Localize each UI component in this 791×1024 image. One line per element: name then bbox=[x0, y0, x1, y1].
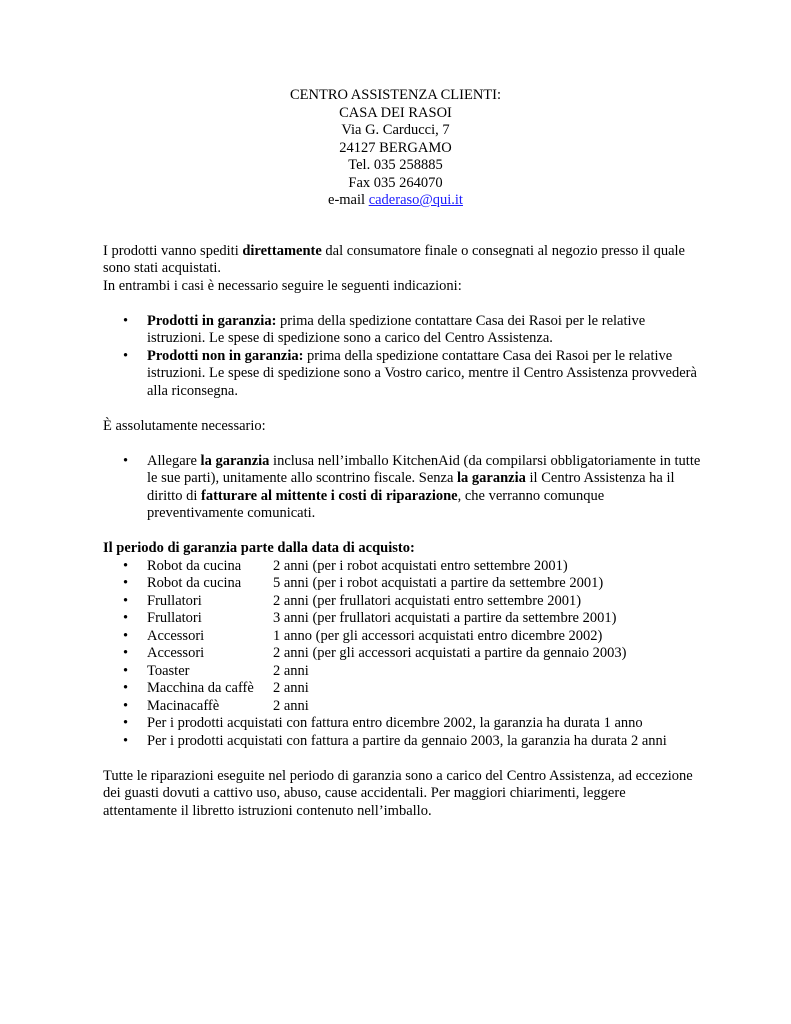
necessary-bold: la garanzia bbox=[457, 470, 526, 486]
header-street: Via G. Carducci, 7 bbox=[341, 122, 450, 138]
table-row bbox=[103, 698, 703, 716]
product-name: Macinacaffè bbox=[147, 697, 220, 714]
warranty-period: 2 anni bbox=[273, 680, 309, 696]
bullet-icon: • bbox=[123, 557, 129, 574]
necessary-bold: fatturare al mittente i costi di riparazione bbox=[200, 487, 458, 504]
table-row bbox=[103, 575, 703, 593]
bullet-icon: • bbox=[123, 715, 129, 731]
bullet-icon: • bbox=[123, 312, 129, 329]
table-row bbox=[103, 663, 703, 681]
bullet-icon: • bbox=[123, 662, 129, 679]
intro-instructions: In entrambi i casi è necessario seguire le seguenti indicazioni: bbox=[103, 277, 462, 294]
product-name: Toaster bbox=[147, 662, 190, 679]
condition-text: prima della spedizione contattare Casa dei Rasoi per le relative istruzioni. Le spese di spedizione sono a carico del Centro Assistenza. bbox=[147, 312, 646, 346]
product-name: Robot da cucina bbox=[147, 575, 242, 591]
product-name: Frullatori bbox=[147, 610, 202, 626]
warranty-period: 2 anni bbox=[273, 662, 309, 679]
warranty-period: 5 anni (per i robot acquistati a partire da settembre 2001) bbox=[273, 575, 604, 591]
list-item bbox=[103, 348, 703, 401]
bullet-icon: • bbox=[123, 732, 129, 749]
bullet-icon: • bbox=[123, 627, 129, 644]
warranty-period: 1 anno (per gli accessori acquistati entro dicembre 2002) bbox=[273, 627, 603, 644]
warranty-period: 3 anni (per frullatori acquistati a partire da settembre 2001) bbox=[273, 610, 617, 626]
bullet-icon: • bbox=[123, 575, 129, 591]
warranty-heading bbox=[103, 540, 703, 558]
header-company: CASA DEI RASOI bbox=[339, 104, 452, 121]
bullet-icon: • bbox=[123, 697, 129, 714]
list-item bbox=[103, 715, 703, 733]
header-email-line bbox=[88, 192, 703, 210]
product-name: Accessori bbox=[147, 627, 205, 644]
warranty-period: 2 anni (per i robot acquistati entro settembre 2001) bbox=[273, 557, 568, 574]
necessary-bold: la garanzia bbox=[200, 452, 270, 469]
bullet-icon: • bbox=[123, 610, 129, 626]
table-row bbox=[103, 610, 703, 628]
table-row bbox=[103, 593, 703, 611]
header-phone: Tel. 035 258885 bbox=[348, 157, 443, 173]
table-row bbox=[103, 645, 703, 663]
product-name: Macchina da caffè bbox=[147, 680, 254, 696]
closing-paragraph: Tutte le riparazioni eseguite nel periodo di garanzia sono a carico del Centro Assistenza, ad eccezione dei guasti dovuti a cattivo uso, abuso, cause accidentali. Per maggiori chiarimenti, leggere attentamente il libretto istruzioni contenuto nell’imballo. bbox=[103, 767, 693, 819]
product-name: Accessori bbox=[147, 645, 205, 661]
intro-text-a: I prodotti vanno spediti bbox=[103, 242, 243, 259]
warranty-period: 2 anni bbox=[273, 697, 309, 714]
table-row bbox=[103, 628, 703, 646]
bullet-icon: • bbox=[123, 680, 129, 696]
intro-paragraph bbox=[103, 243, 703, 278]
bullet-icon: • bbox=[123, 592, 129, 609]
warranty-period: 2 anni (per frullatori acquistati entro settembre 2001) bbox=[273, 592, 582, 609]
necessary-text: , che verranno comunque preventivamente comunicati. bbox=[147, 487, 605, 521]
table-row bbox=[103, 680, 703, 698]
necessary-text: Allegare bbox=[147, 452, 201, 469]
product-name: Robot da cucina bbox=[147, 557, 242, 574]
list-item bbox=[103, 313, 703, 348]
condition-title: Prodotti non in garanzia: bbox=[147, 347, 304, 364]
contact-header bbox=[88, 87, 703, 210]
list-item bbox=[103, 733, 703, 751]
intro-bold: direttamente bbox=[242, 242, 322, 259]
warranty-note: Per i prodotti acquistati con fattura entro dicembre 2002, la garanzia ha durata 1 anno bbox=[147, 715, 643, 731]
bullet-icon: • bbox=[123, 645, 129, 661]
header-city: 24127 BERGAMO bbox=[339, 139, 452, 156]
warranty-note: Per i prodotti acquistati con fattura a partire da gennaio 2003, la garanzia ha durata 2 anni bbox=[147, 732, 667, 749]
header-fax: Fax 035 264070 bbox=[348, 174, 443, 191]
document-page bbox=[103, 87, 703, 820]
condition-text: prima della spedizione contattare Casa dei Rasoi per le relative istruzioni. Le spese di spedizione sono a Vostro carico, mentre il Centro Assistenza provvederà alla riconsegna. bbox=[147, 347, 697, 399]
conditions-list bbox=[103, 313, 703, 401]
necessary-heading: È assolutamente necessario: bbox=[103, 417, 266, 434]
necessary-text: inclusa nell’imballo KitchenAid (da compilarsi obbligatoriamente in tutte le sue parti), unitamente allo scontrino fiscale. Senza bbox=[147, 452, 701, 486]
warranty-period: 2 anni (per gli accessori acquistati a partire da gennaio 2003) bbox=[273, 645, 627, 661]
warranty-heading-text: Il periodo di garanzia parte dalla data di acquisto: bbox=[103, 540, 415, 556]
bullet-icon: • bbox=[123, 452, 129, 469]
necessary-text: il Centro Assistenza ha il diritto di bbox=[147, 470, 675, 504]
product-name: Frullatori bbox=[147, 592, 202, 609]
email-prefix: e-mail bbox=[328, 192, 369, 208]
email-link[interactable]: caderaso@qui.it bbox=[368, 192, 463, 208]
condition-title: Prodotti in garanzia: bbox=[147, 312, 277, 329]
list-item bbox=[103, 453, 703, 523]
header-title: CENTRO ASSISTENZA CLIENTI: bbox=[289, 87, 502, 103]
necessary-list bbox=[103, 453, 703, 523]
table-row bbox=[103, 558, 703, 576]
intro-text-c: dal consumatore finale o consegnati al negozio presso il quale sono stati acquistati. bbox=[103, 242, 685, 276]
bullet-icon: • bbox=[123, 347, 129, 364]
warranty-list bbox=[103, 558, 703, 751]
